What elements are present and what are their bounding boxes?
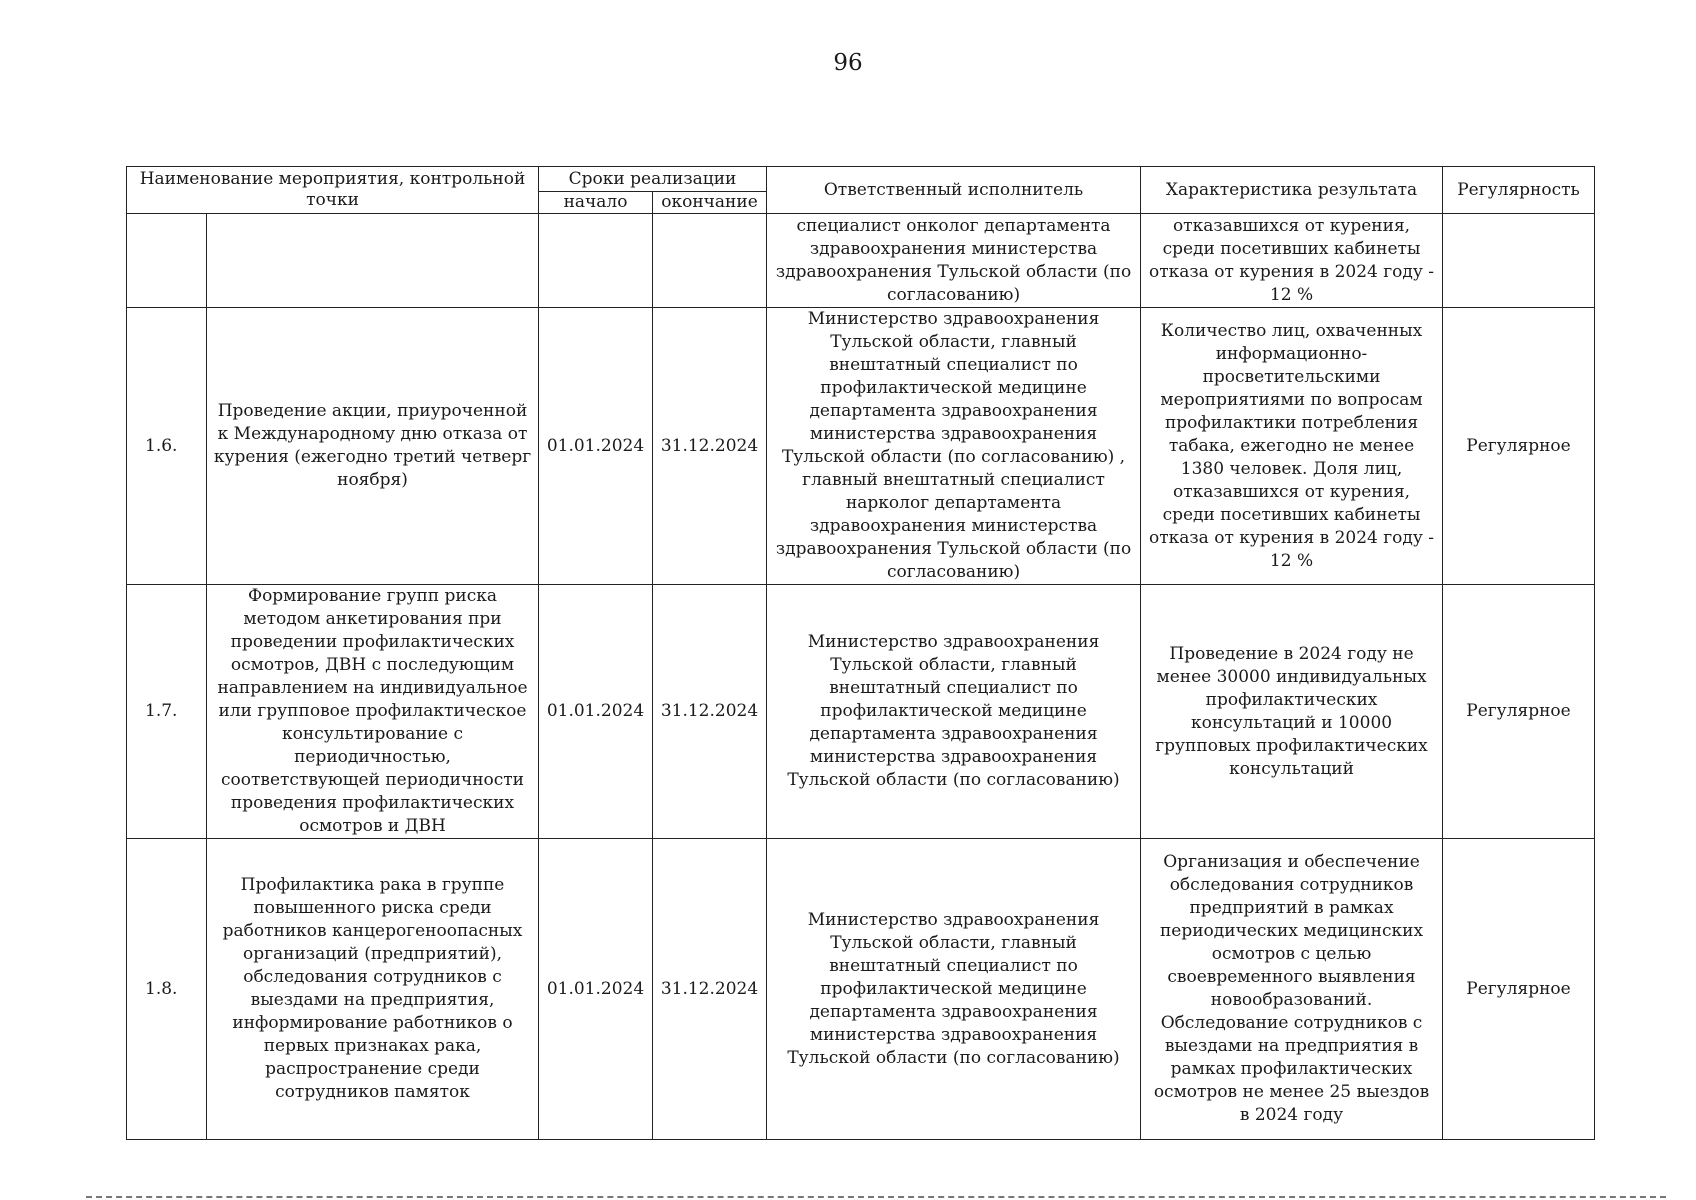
header-start: начало <box>539 192 653 214</box>
header-terms: Сроки реализации <box>539 167 767 192</box>
header-result: Характеристика результата <box>1141 167 1443 214</box>
row-number: 1.8. <box>127 839 207 1140</box>
header-regularity: Регулярность <box>1443 167 1595 214</box>
row-number: 1.6. <box>127 308 207 585</box>
row-end-date: 31.12.2024 <box>653 585 767 839</box>
row-result: отказавшихся от курения, среди посетивших кабинеты отказа от курения в 2024 году - 12 % <box>1141 214 1443 308</box>
header-name: Наименование мероприятия, контрольной точки <box>127 167 539 214</box>
row-start-date: 01.01.2024 <box>539 585 653 839</box>
row-regularity: Регулярное <box>1443 308 1595 585</box>
row-regularity: Регулярное <box>1443 585 1595 839</box>
table-row <box>127 308 1595 585</box>
row-result: Количество лиц, охваченных информационно-просветительскими мероприятиями по вопросам профилактики потребления табака, ежегодно не менее 1380 человек. Доля лиц, отказавшихся от курения, среди посетивших кабинеты отказа от курения в 2024 году - 12 % <box>1141 308 1443 585</box>
table-row <box>127 585 1595 839</box>
row-number <box>127 214 207 308</box>
events-table <box>126 166 1595 1140</box>
row-name <box>207 214 539 308</box>
row-name: Профилактика рака в группе повышенного риска среди работников канцерогеноопасных организаций (предприятий), обследования сотрудников с выездами на предприятия, информирование работников о первых признаках рака, распространение среди сотрудников памяток <box>207 839 539 1140</box>
row-executor: Министерство здравоохранения Тульской области, главный внештатный специалист по профилактической медицине департамента здравоохранения министерства здравоохранения Тульской области (по согласованию) <box>767 839 1141 1140</box>
row-regularity: Регулярное <box>1443 839 1595 1140</box>
row-executor: Министерство здравоохранения Тульской области, главный внештатный специалист по профилактической медицине департамента здравоохранения министерства здравоохранения Тульской области (по согласованию) , главный внештатный специалист нарколог департамента здравоохранения министерства здравоохранения Тульской области (по согласованию) <box>767 308 1141 585</box>
row-executor: Министерство здравоохранения Тульской области, главный внештатный специалист по профилактической медицине департамента здравоохранения министерства здравоохранения Тульской области (по согласованию) <box>767 585 1141 839</box>
row-start-date <box>539 214 653 308</box>
header-executor: Ответственный исполнитель <box>767 167 1141 214</box>
header-end: окончание <box>653 192 767 214</box>
row-executor: специалист онколог департамента здравоохранения министерства здравоохранения Тульской области (по согласованию) <box>767 214 1141 308</box>
row-end-date: 31.12.2024 <box>653 308 767 585</box>
row-name: Формирование групп риска методом анкетирования при проведении профилактических осмотров, ДВН с последующим направлением на индивидуальное или групповое профилактическое консультирование с периодичностью, соответствующей периодичности проведения профилактических осмотров и ДВН <box>207 585 539 839</box>
table-row <box>127 214 1595 308</box>
row-result: Проведение в 2024 году не менее 30000 индивидуальных профилактических консультаций и 10000 групповых профилактических консультаций <box>1141 585 1443 839</box>
row-end-date <box>653 214 767 308</box>
row-result: Организация и обеспечение обследования сотрудников предприятий в рамках периодических медицинских осмотров с целью своевременного выявления новообразований. Обследование сотрудников с выездами на предприятия в рамках профилактических осмотров не менее 25 выездов в 2024 году <box>1141 839 1443 1140</box>
row-name: Проведение акции, приуроченной к Международному дню отказа от курения (ежегодно третий четверг ноября) <box>207 308 539 585</box>
row-end-date: 31.12.2024 <box>653 839 767 1140</box>
table-row <box>127 839 1595 1140</box>
row-number: 1.7. <box>127 585 207 839</box>
row-start-date: 01.01.2024 <box>539 839 653 1140</box>
table-header <box>127 167 1595 214</box>
page-bottom-edge-line <box>86 1196 1666 1198</box>
row-regularity <box>1443 214 1595 308</box>
page-number: 96 <box>833 50 863 76</box>
row-start-date: 01.01.2024 <box>539 308 653 585</box>
